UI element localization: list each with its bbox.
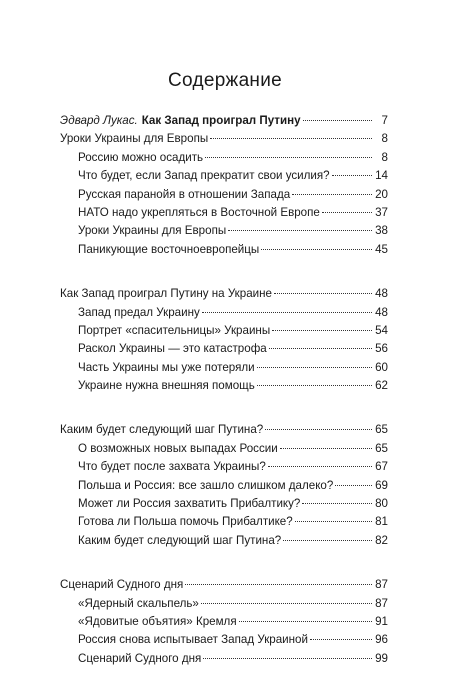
toc-entry-title: «Ядерный скальпель» bbox=[78, 596, 199, 610]
toc-entry-title: Часть Украины мы уже потеряли bbox=[78, 360, 255, 374]
toc-entry-title: Портрет «спасительницы» Украины bbox=[78, 323, 271, 337]
toc-entry-label-group bbox=[60, 576, 183, 594]
toc-entry-label-group bbox=[78, 167, 330, 185]
toc-entry-title: Раскол Украины — это катастрофа bbox=[78, 342, 267, 356]
toc-page-number: 96 bbox=[375, 633, 388, 647]
toc-page-number: 87 bbox=[375, 578, 388, 592]
toc-subentry bbox=[60, 650, 388, 668]
dot-leader bbox=[280, 448, 372, 449]
toc-entry-title: Что будет после захвата Украины? bbox=[78, 460, 266, 474]
toc-subentry bbox=[60, 304, 388, 322]
dot-leader bbox=[257, 367, 372, 368]
toc-page-number: 62 bbox=[375, 379, 388, 393]
dot-leader bbox=[205, 157, 372, 158]
toc-subentry bbox=[60, 222, 388, 240]
toc-page-number: 14 bbox=[375, 169, 388, 183]
toc-page-number: 91 bbox=[375, 614, 388, 628]
toc-entry-title: Запад предал Украину bbox=[78, 305, 200, 319]
toc-entry-title: Сценарий Судного дня bbox=[60, 578, 184, 592]
toc-entry-label-group bbox=[78, 322, 270, 340]
toc-subentry bbox=[60, 340, 388, 358]
toc-section bbox=[60, 285, 388, 395]
dot-leader bbox=[203, 658, 372, 659]
toc-page-number: 45 bbox=[375, 242, 388, 256]
toc-subentry bbox=[60, 513, 388, 531]
toc-subentry bbox=[60, 186, 388, 204]
toc-subentry bbox=[60, 613, 388, 631]
toc-entry-label-group bbox=[78, 495, 300, 513]
toc-page-number: 20 bbox=[375, 187, 388, 201]
toc-entry-author: Эдвард Лукас. bbox=[60, 114, 138, 127]
toc-entry-label-group bbox=[78, 477, 333, 495]
dot-leader bbox=[283, 540, 372, 541]
toc-entry-label-group bbox=[78, 595, 199, 613]
dot-leader bbox=[261, 249, 372, 250]
toc-entry-title: Уроки Украины для Европы bbox=[78, 224, 227, 238]
toc-subentry bbox=[60, 477, 388, 495]
toc-entry bbox=[60, 285, 388, 303]
toc-entry-label-group bbox=[78, 186, 290, 204]
toc-page-number: 65 bbox=[375, 423, 388, 437]
toc-entry-label-group bbox=[78, 359, 255, 377]
toc-entry bbox=[60, 421, 388, 439]
toc-page-number: 48 bbox=[375, 305, 388, 319]
page-title: Содержание bbox=[167, 70, 283, 91]
toc-section bbox=[60, 421, 388, 550]
toc-entry-title: Россию можно осадить bbox=[78, 150, 204, 164]
toc-entry-label-group bbox=[78, 149, 203, 167]
toc-subentry bbox=[60, 204, 388, 222]
toc-entry-label-group bbox=[78, 613, 237, 631]
toc-entry-label-group bbox=[60, 130, 208, 148]
toc-subentry bbox=[60, 458, 388, 476]
toc-entry-title: Как Запад проиграл Путину на Украине bbox=[60, 287, 272, 301]
toc-entry-title: Как Запад проиграл Путину bbox=[141, 114, 301, 127]
toc-entry-title: Каким будет следующий шаг Путина? bbox=[78, 533, 282, 547]
toc-page-number: 7 bbox=[381, 114, 388, 127]
toc-entry-label-group bbox=[78, 458, 266, 476]
dot-leader bbox=[332, 175, 372, 176]
dot-leader bbox=[185, 584, 372, 585]
dot-leader bbox=[228, 230, 372, 231]
table-of-contents bbox=[60, 112, 388, 694]
toc-page-number: 56 bbox=[375, 342, 388, 356]
toc-page-number: 67 bbox=[375, 460, 388, 474]
toc-entry-label-group bbox=[78, 241, 259, 259]
toc-subentry bbox=[60, 359, 388, 377]
toc-entry bbox=[60, 112, 388, 130]
toc-entry-label-group bbox=[60, 112, 301, 130]
toc-entry-label-group bbox=[78, 650, 201, 668]
toc-entry-title: Что будет, если Запад прекратит свои усилия? bbox=[78, 169, 330, 183]
toc-entry-title: Готова ли Польша помочь Прибалтике? bbox=[78, 515, 293, 529]
toc-entry-title: Украине нужна внешняя помощь bbox=[78, 379, 255, 393]
toc-entry-title: Может ли Россия захватить Прибалтику? bbox=[78, 497, 301, 511]
toc-entry-label-group bbox=[60, 421, 263, 439]
dot-leader bbox=[202, 312, 372, 313]
dot-leader bbox=[269, 348, 372, 349]
toc-page-number: 99 bbox=[375, 651, 388, 665]
toc-subentry bbox=[60, 167, 388, 185]
toc-subentry bbox=[60, 532, 388, 550]
dot-leader bbox=[292, 194, 372, 195]
toc-page-number: 54 bbox=[375, 323, 388, 337]
toc-page-number: 80 bbox=[375, 497, 388, 511]
toc-subentry bbox=[60, 495, 388, 513]
toc-subentry bbox=[60, 149, 388, 167]
toc-entry-title: Сценарий Судного дня bbox=[78, 651, 202, 665]
dot-leader bbox=[302, 503, 372, 504]
toc-page-number: 48 bbox=[375, 287, 388, 301]
toc-page-number: 65 bbox=[375, 441, 388, 455]
toc-entry-title: Русская паранойя в отношении Запада bbox=[78, 187, 291, 201]
toc-entry-label-group bbox=[78, 204, 320, 222]
toc-entry-title: Польша и Россия: все зашло слишком далеко? bbox=[78, 478, 334, 492]
toc-subentry bbox=[60, 631, 388, 649]
toc-entry-title: О возможных новых выпадах России bbox=[78, 441, 278, 455]
toc-page-number: 38 bbox=[375, 224, 388, 238]
dot-leader bbox=[335, 485, 372, 486]
toc-entry-title: «Ядовитые объятия» Кремля bbox=[78, 614, 237, 628]
dot-leader bbox=[201, 603, 372, 604]
toc-entry-title: Паникующие восточноевропейцы bbox=[78, 242, 260, 256]
dot-leader bbox=[303, 120, 372, 121]
toc-page-number: 8 bbox=[381, 150, 388, 164]
dot-leader bbox=[272, 330, 372, 331]
dot-leader bbox=[257, 385, 372, 386]
toc-entry-label-group bbox=[78, 513, 293, 531]
toc-entry-label-group bbox=[60, 285, 272, 303]
toc-page-number: 60 bbox=[375, 360, 388, 374]
dot-leader bbox=[310, 639, 372, 640]
toc-entry bbox=[60, 576, 388, 594]
toc-entry-label-group bbox=[78, 222, 226, 240]
toc-page-number: 8 bbox=[381, 132, 388, 146]
toc-subentry bbox=[60, 377, 388, 395]
dot-leader bbox=[322, 212, 372, 213]
dot-leader bbox=[210, 138, 372, 139]
toc-page-number: 69 bbox=[375, 478, 388, 492]
toc-page-number: 87 bbox=[375, 596, 388, 610]
toc-entry-title: НАТО надо укрепляться в Восточной Европе bbox=[78, 205, 320, 219]
toc-page-number: 82 bbox=[375, 533, 388, 547]
toc-subentry bbox=[60, 440, 388, 458]
toc-entry-label-group bbox=[78, 631, 308, 649]
toc-section bbox=[60, 112, 388, 259]
toc-page-number: 81 bbox=[375, 515, 388, 529]
toc-section bbox=[60, 576, 388, 668]
dot-leader bbox=[295, 521, 372, 522]
toc-page-number: 37 bbox=[375, 205, 388, 219]
dot-leader bbox=[274, 293, 372, 294]
dot-leader bbox=[268, 466, 372, 467]
toc-subentry bbox=[60, 322, 388, 340]
toc-entry bbox=[60, 130, 388, 148]
dot-leader bbox=[239, 621, 372, 622]
toc-entry-title: Уроки Украины для Европы bbox=[60, 132, 209, 146]
toc-entry-label-group bbox=[78, 377, 255, 395]
toc-subentry bbox=[60, 241, 388, 259]
toc-entry-label-group bbox=[78, 304, 200, 322]
toc-entry-label-group bbox=[78, 440, 278, 458]
dot-leader bbox=[265, 429, 372, 430]
toc-subentry bbox=[60, 595, 388, 613]
toc-entry-label-group bbox=[78, 532, 281, 550]
toc-entry-label-group bbox=[78, 340, 267, 358]
toc-entry-title: Каким будет следующий шаг Путина? bbox=[60, 423, 264, 437]
toc-entry-title: Россия снова испытывает Запад Украиной bbox=[78, 633, 308, 647]
